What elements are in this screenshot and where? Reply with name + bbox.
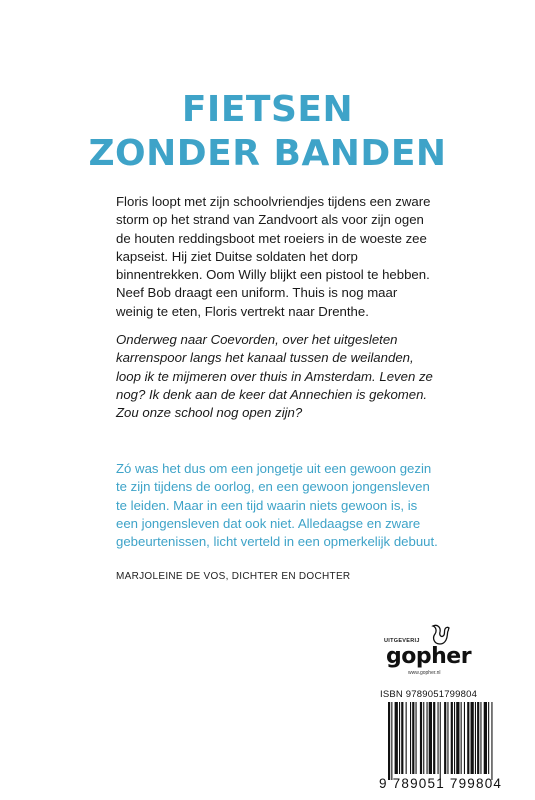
title-line-2: ZONDER BANDEN <box>88 133 447 174</box>
quote-credit: MARJOLEINE DE VOS, DICHTER EN DOCHTER <box>116 571 351 582</box>
title-line-1: FIETSEN <box>181 89 354 130</box>
publisher-name: gopher <box>386 644 472 669</box>
isbn-digits: 9 789051 799804 <box>379 776 503 791</box>
excerpt-paragraph: Onderweg naar Coevorden, over het uitgesleten karrenspoor langs het kanaal tussen de weilanden, loop ik te mijmeren over thuis in Amsterdam. Leven ze nog? Ik denk aan de keer dat Annechien is gekomen. Zou onze school nog open zijn? <box>116 332 433 421</box>
book-title <box>0 88 535 176</box>
isbn-barcode-block <box>378 688 535 800</box>
publisher-prefix: UITGEVERIJ <box>384 638 420 644</box>
publisher-website: www.gopher.nl <box>408 670 441 676</box>
publisher-logo <box>384 622 472 682</box>
review-quote: Zó was het dus om een jongetje uit een gewoon gezin te zijn tijdens de oorlog, en een gewoon jongensleven te leiden. Maar in een tijd waarin niets gewoon is, is een jongensleven dat ook niet. Alledaagse en zware gebeurtenissen, licht verteld in een opmerkelijk debuut. <box>116 461 438 550</box>
squirrel-icon <box>426 622 452 646</box>
barcode <box>378 702 535 780</box>
blurb-paragraph: Floris loopt met zijn schoolvriendjes tijdens een zware storm op het strand van Zandvoort als voor zijn ogen de houten reddingsboot met roeiers in de woeste zee kapseist. Hij ziet Duitse soldaten het dorp binnentrekken. Oom Willy blijkt een pistool te hebben. Neef Bob draagt een uniform. Thuis is nog maar weinig te eten, Floris vertrekt naar Drenthe. <box>116 194 431 319</box>
isbn-label: ISBN 9789051799804 <box>380 689 478 700</box>
